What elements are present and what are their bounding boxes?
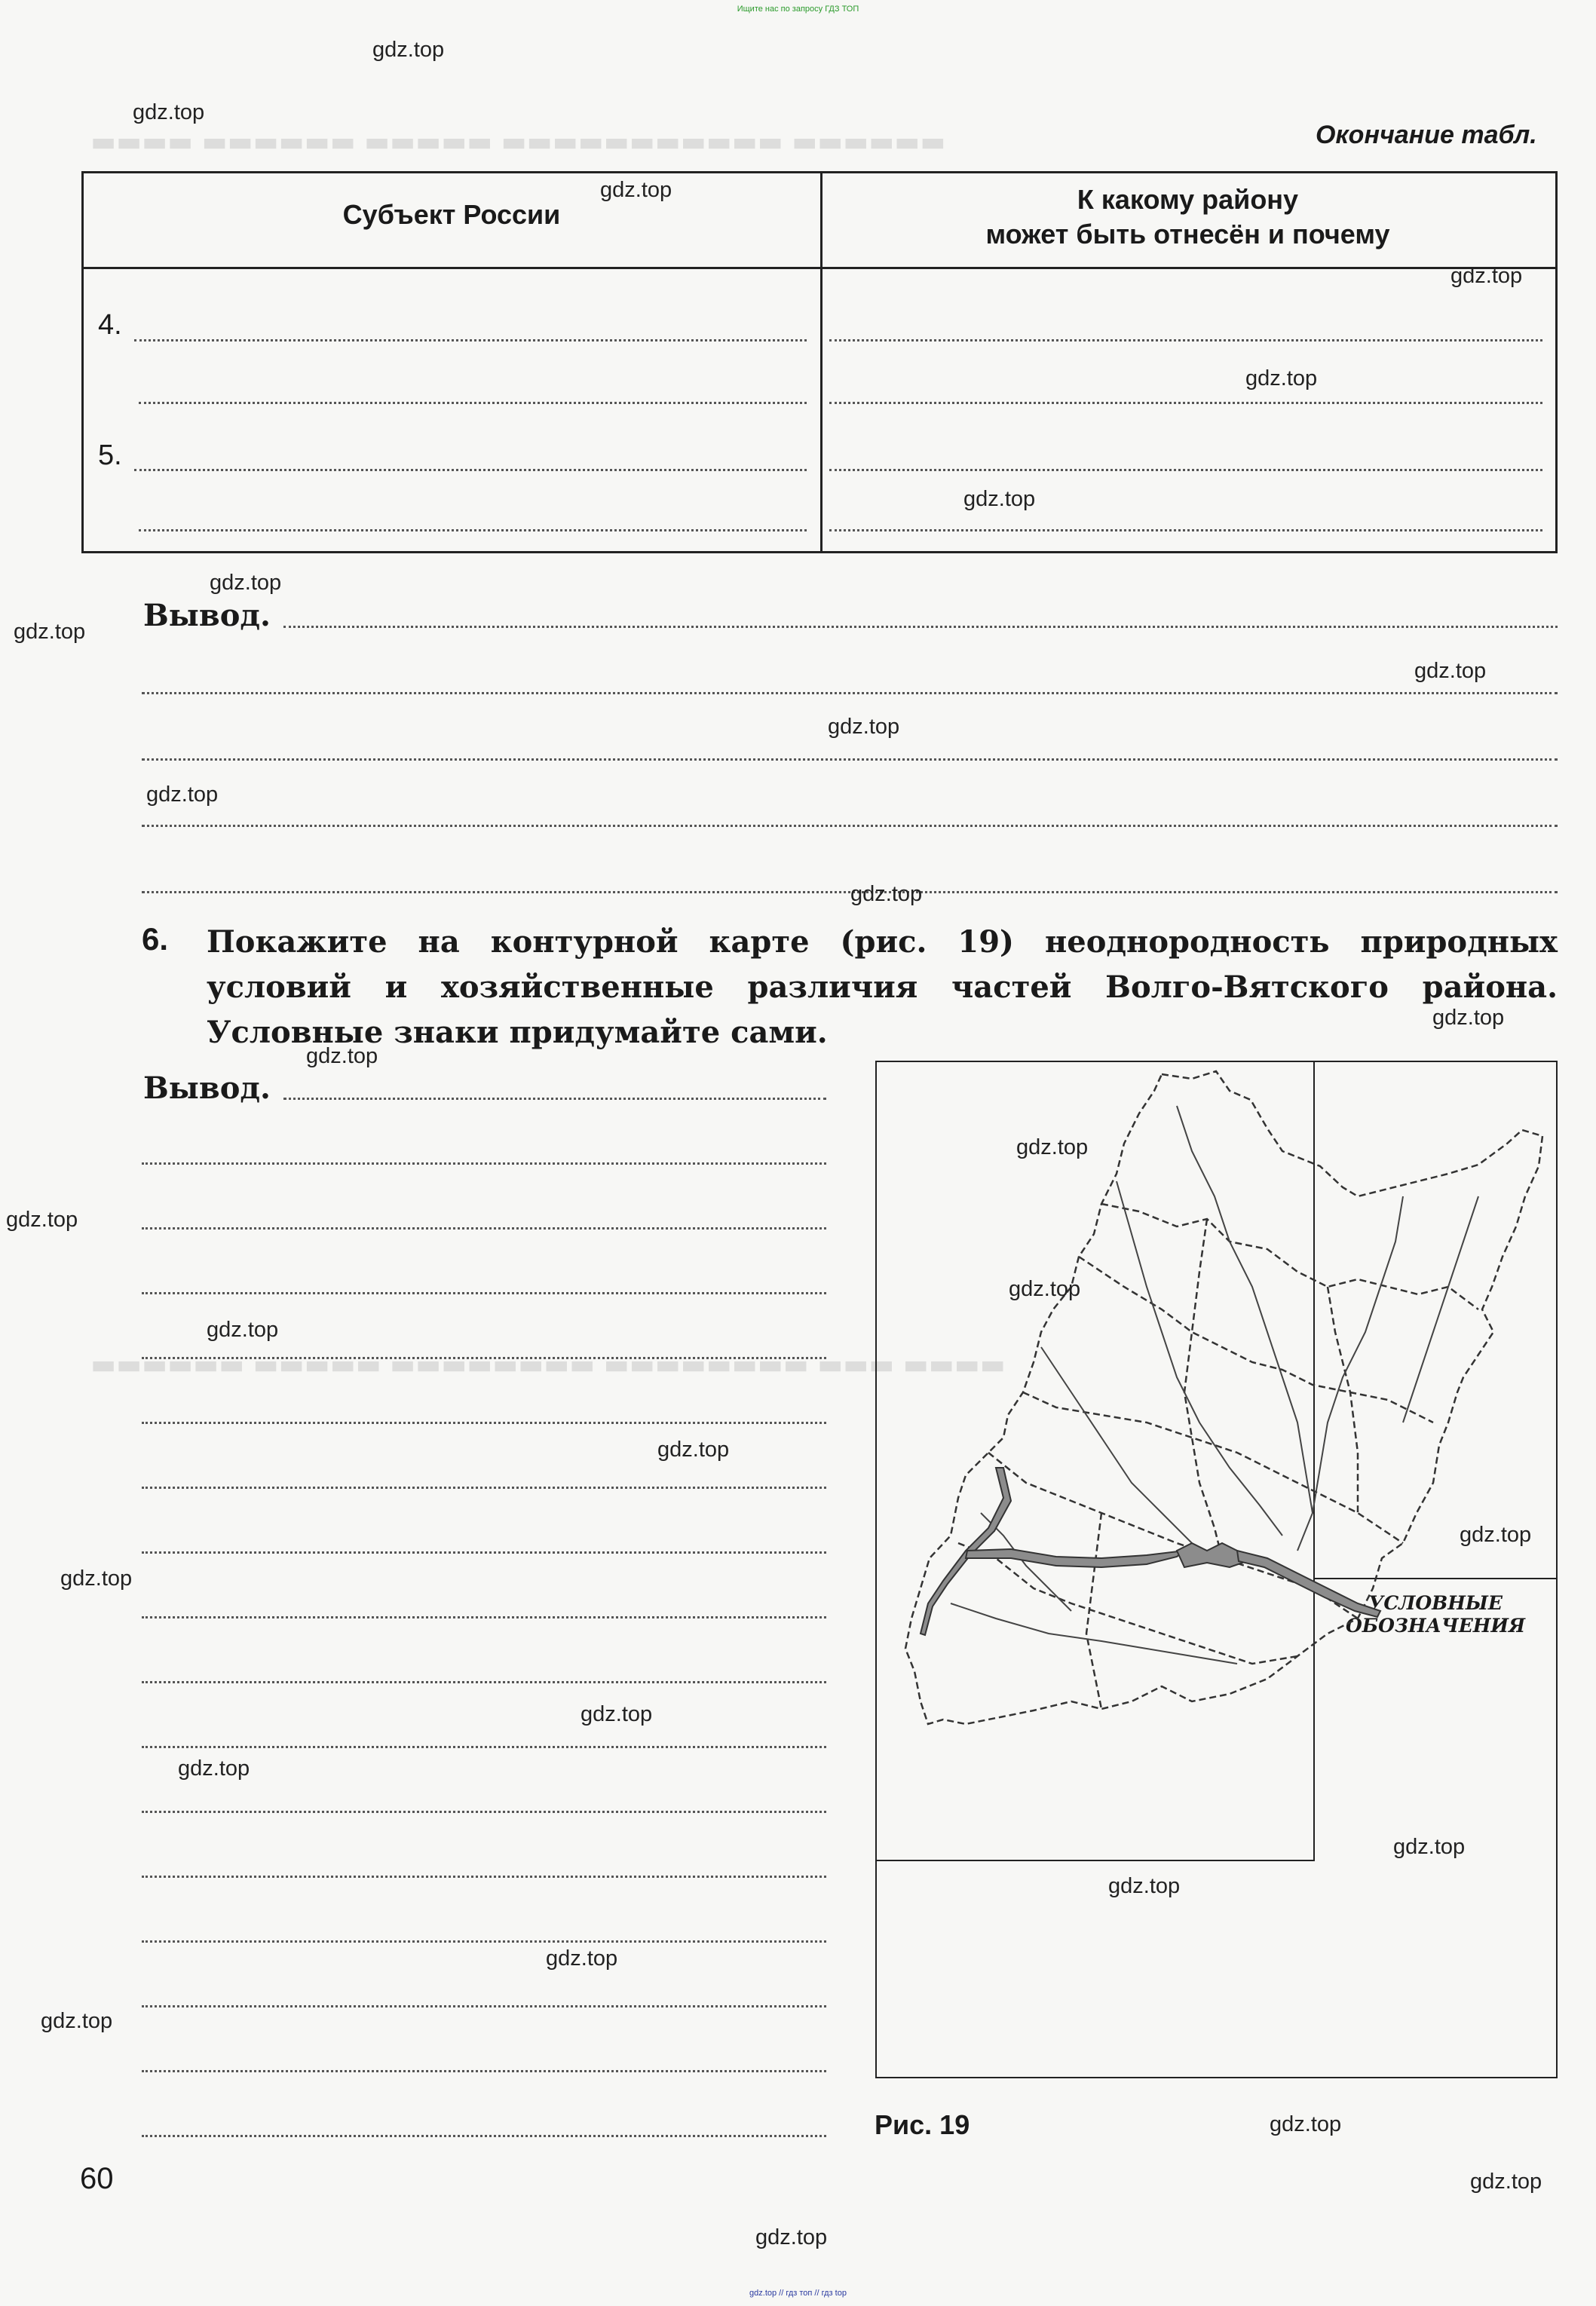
river (1403, 1196, 1478, 1422)
watermark: gdz.top (963, 487, 1036, 511)
watermark: gdz.top (581, 1702, 653, 1726)
table-header-subject: Субъект России (342, 199, 561, 230)
figure-caption: Рис. 19 (875, 2109, 970, 2140)
legend-title-line2: ОБОЗНАЧЕНИЯ (1345, 1615, 1526, 1637)
watermark: gdz.top (828, 715, 900, 739)
conclusion-line[interactable] (142, 1357, 826, 1359)
conclusion-line[interactable] (283, 626, 1558, 628)
table-end-label: Окончание табл. (1316, 121, 1537, 149)
conclusion-line[interactable] (142, 1162, 826, 1165)
border-internal (1328, 1287, 1358, 1513)
conclusion-line[interactable] (142, 1292, 826, 1294)
border-internal (1023, 1392, 1403, 1543)
watermark: gdz.top (210, 571, 282, 595)
task-text: Покажите на контурной карте (рис. 19) неоднородность природных условий и хозяйственные различия частей Волго-Вятского района. Условные знаки придумайте сами. (207, 924, 1558, 1050)
conclusion-line[interactable] (142, 825, 1558, 827)
conclusion-line[interactable] (142, 1746, 826, 1748)
table-row-number-4: 4. (98, 309, 122, 341)
conclusion-line[interactable] (142, 1811, 826, 1813)
conclusion-line[interactable] (142, 2005, 826, 2007)
task-number: 6. (142, 921, 169, 957)
conclusion-line[interactable] (142, 1616, 826, 1618)
river (1041, 1347, 1192, 1543)
watermark: gdz.top (1016, 1135, 1089, 1159)
conclusion-line[interactable] (142, 1940, 826, 1943)
answer-line[interactable] (829, 529, 1542, 531)
top-banner: Ищите нас по запросу ГДЗ ТОП (737, 5, 859, 14)
answer-line[interactable] (134, 339, 807, 341)
bleed-through: ▬▬▬▬ ▬▬▬▬▬▬ ▬▬▬▬▬ ▬▬▬▬▬▬▬▬▬▬▬ ▬▬▬▬▬▬ (90, 127, 946, 158)
watermark: gdz.top (1270, 2112, 1342, 2136)
table-header-region-line2: может быть отнесён и почему (985, 219, 1390, 250)
watermark: gdz.top (6, 1208, 78, 1232)
region-outline (905, 1071, 1542, 1724)
conclusion-line[interactable] (142, 1876, 826, 1878)
conclusion-line[interactable] (142, 692, 1558, 694)
border-internal (1184, 1219, 1222, 1558)
conclusion-line[interactable] (142, 1227, 826, 1230)
page-number: 60 (80, 2162, 114, 2195)
conclusion-label: Вывод. (143, 1070, 271, 1106)
legend-title-line1: УСЛОВНЫЕ (1368, 1592, 1503, 1614)
watermark: gdz.top (207, 1318, 279, 1342)
watermark: gdz.top (1414, 659, 1487, 683)
watermark: gdz.top (41, 2009, 113, 2033)
answer-line[interactable] (139, 529, 807, 531)
watermark: gdz.top (600, 178, 672, 202)
watermark: gdz.top (1450, 264, 1523, 288)
table-header-region-line1: К какому району (1077, 184, 1299, 215)
answer-line[interactable] (134, 469, 807, 471)
river (951, 1603, 1237, 1664)
watermark: gdz.top (1432, 1006, 1505, 1030)
border-internal (1101, 1204, 1478, 1309)
volga-vyatka-contour-map (875, 1061, 1558, 1861)
watermark: gdz.top (1470, 2170, 1542, 2194)
answer-line[interactable] (829, 402, 1542, 404)
watermark: gdz.top (178, 1756, 250, 1781)
main-river-volga (921, 1468, 1380, 1635)
border-internal (988, 1453, 1358, 1618)
conclusion-line[interactable] (142, 2135, 826, 2137)
watermark: gdz.top (657, 1438, 730, 1462)
watermark: gdz.top (1108, 1874, 1181, 1898)
conclusion-line[interactable] (283, 1098, 826, 1100)
table-row-number-5: 5. (98, 439, 122, 471)
watermark: gdz.top (306, 1044, 378, 1068)
conclusion-line[interactable] (142, 1551, 826, 1554)
conclusion-line[interactable] (142, 758, 1558, 761)
answer-line[interactable] (139, 402, 807, 404)
watermark: gdz.top (372, 38, 445, 62)
conclusion-label: Вывод. (143, 598, 271, 633)
conclusion-line[interactable] (142, 891, 1558, 893)
watermark: gdz.top (546, 1946, 618, 1971)
bleed-through: ▬▬▬▬▬▬ ▬▬▬▬▬ ▬▬▬▬▬▬▬▬ ▬▬▬▬▬▬▬▬ ▬▬▬ ▬▬▬▬ (90, 1349, 1006, 1380)
conclusion-line[interactable] (142, 1681, 826, 1683)
watermark: gdz.top (755, 2225, 828, 2249)
watermark: gdz.top (146, 782, 219, 807)
watermark: gdz.top (1393, 1835, 1466, 1859)
watermark: gdz.top (14, 620, 86, 644)
watermark: gdz.top (1245, 366, 1318, 390)
river (1177, 1106, 1313, 1551)
conclusion-line[interactable] (142, 2070, 826, 2072)
watermark: gdz.top (850, 882, 923, 906)
watermark: gdz.top (1009, 1277, 1081, 1301)
watermark: gdz.top (60, 1566, 133, 1591)
border-internal (1079, 1257, 1433, 1422)
answer-line[interactable] (829, 469, 1542, 471)
bottom-banner: gdz.top // гдз топ // гдз top (749, 2289, 847, 2298)
watermark: gdz.top (1460, 1523, 1532, 1547)
answer-line[interactable] (829, 339, 1542, 341)
conclusion-line[interactable] (142, 1422, 826, 1424)
conclusion-line[interactable] (142, 1487, 826, 1489)
watermark: gdz.top (133, 100, 205, 124)
